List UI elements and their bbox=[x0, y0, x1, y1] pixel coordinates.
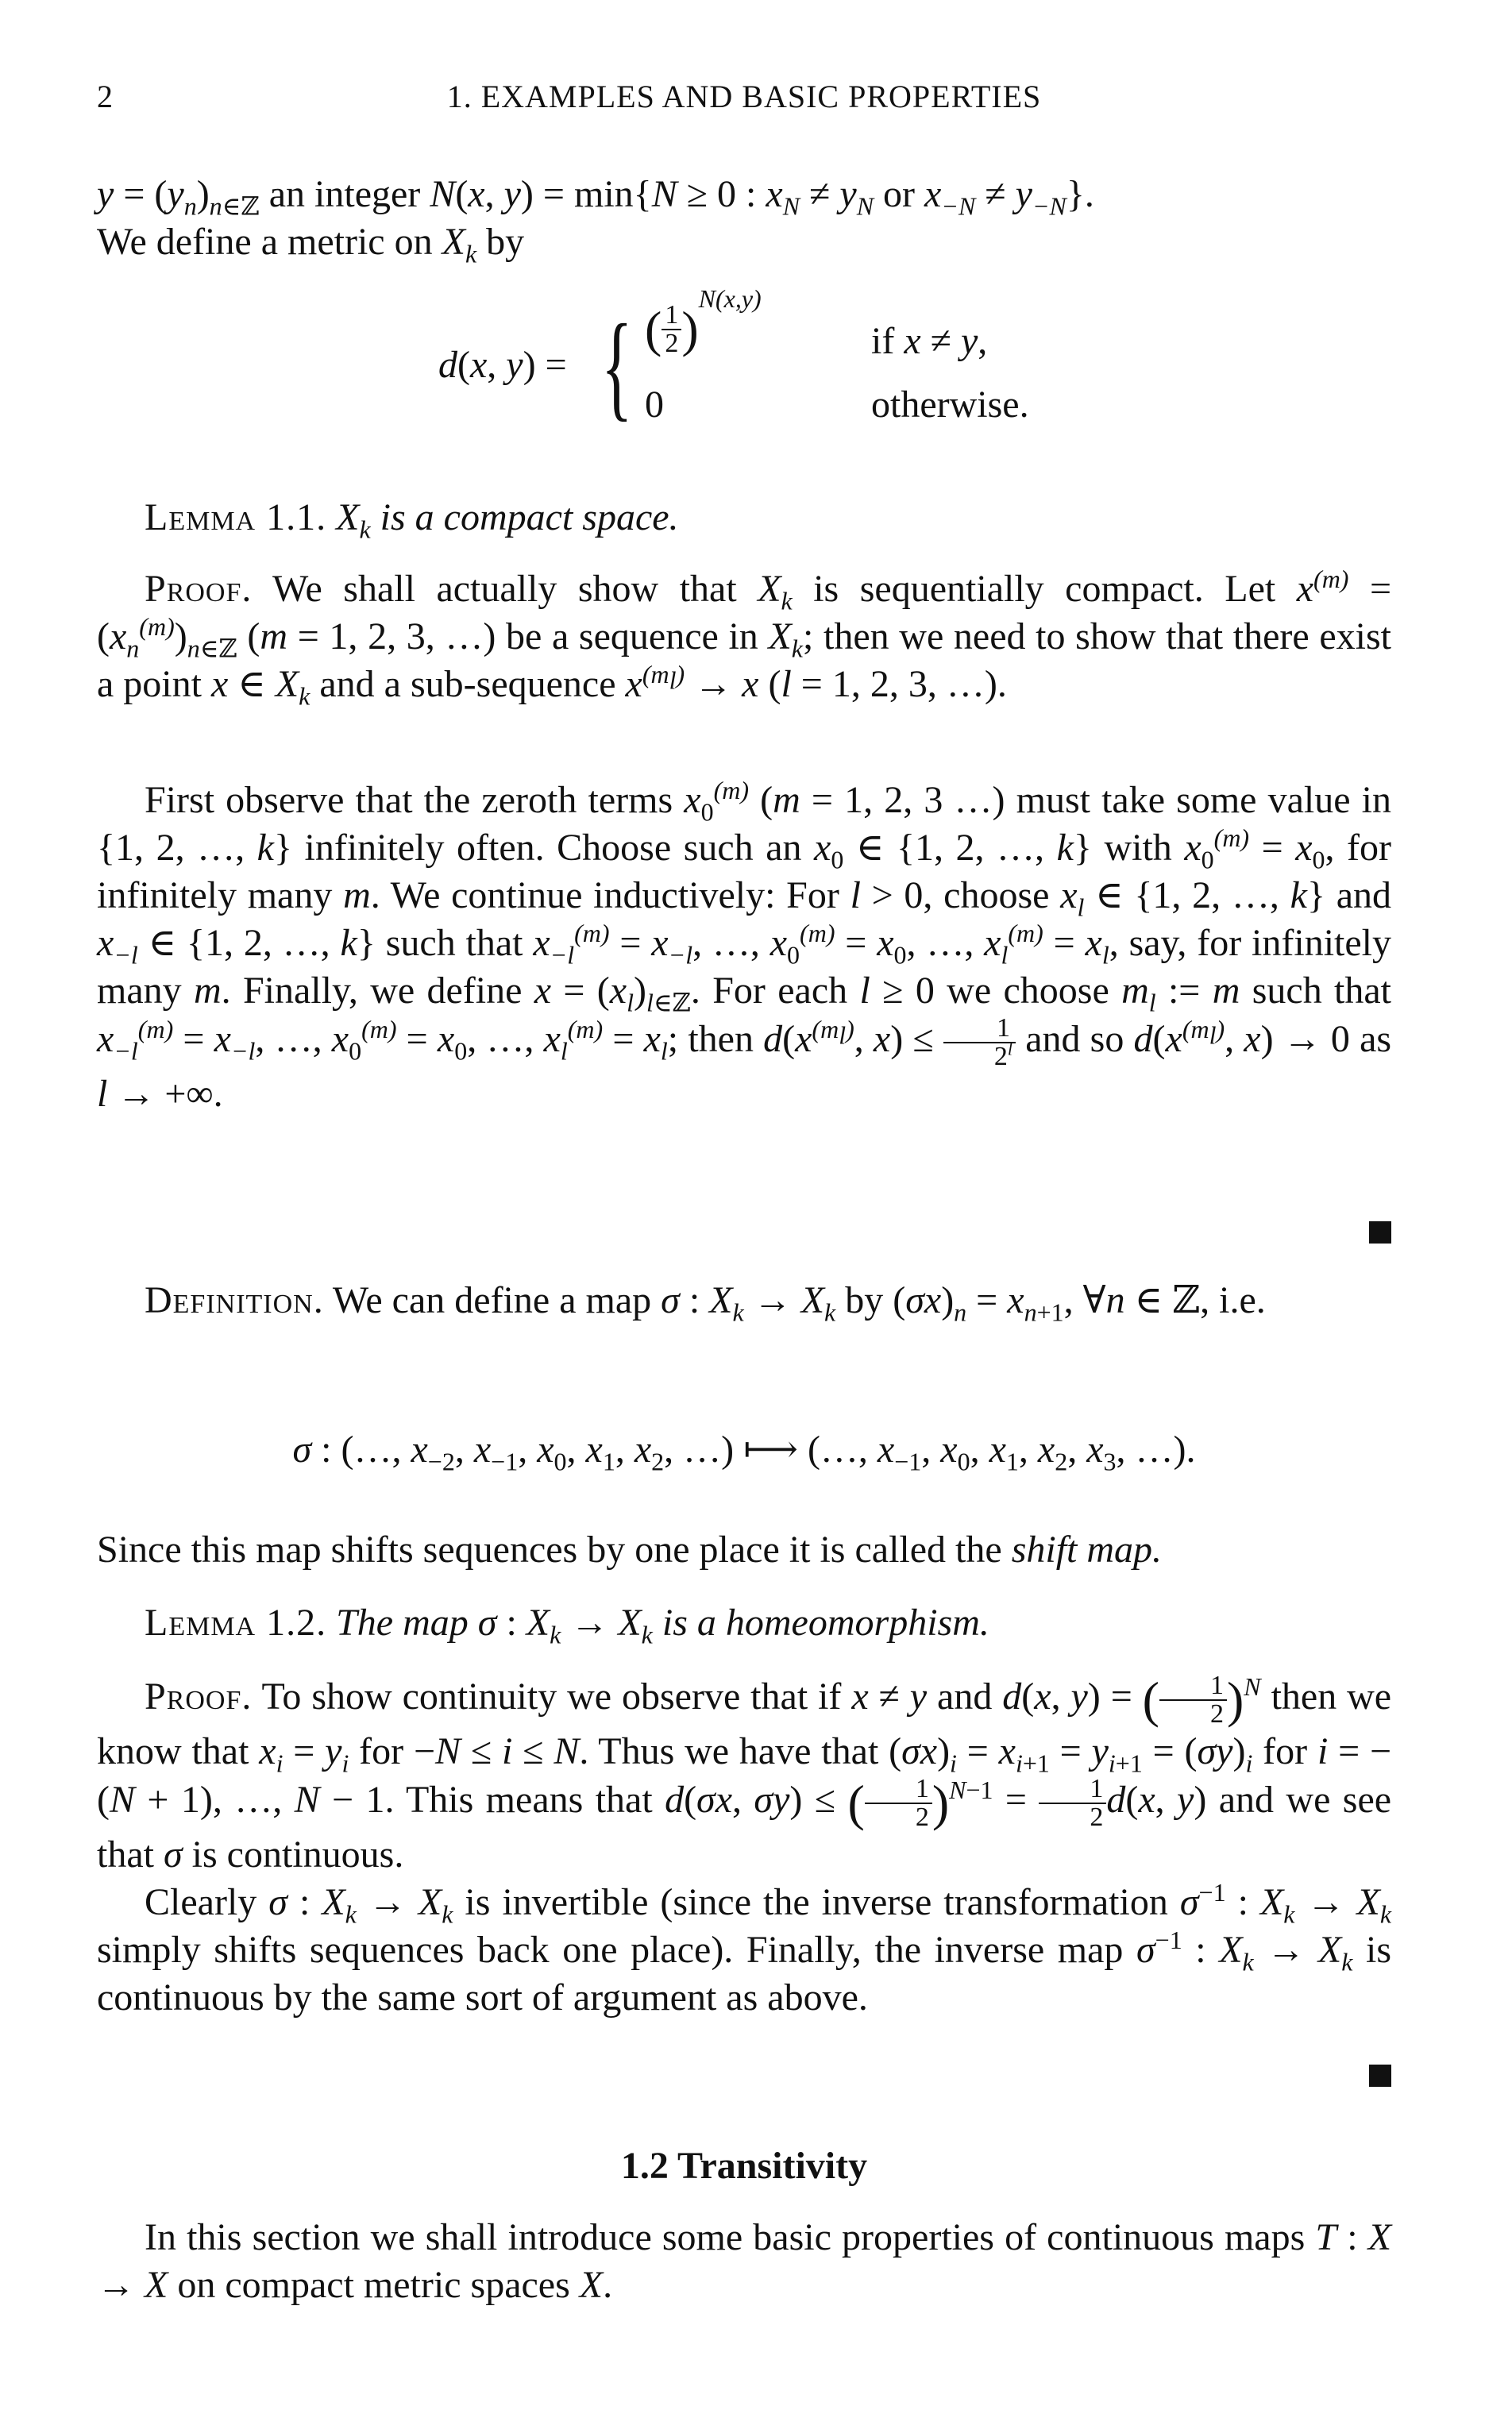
case-if: if bbox=[871, 320, 895, 362]
proof-text: must take some value in bbox=[1016, 779, 1392, 821]
metric-formula: d(x, y) = { ( $\frac{1}{2}$ )$^{N(x,y)}$ 0 if x ≠ y, otherwise. bbox=[438, 284, 1029, 432]
lemma-label: Lemma 1.1. bbox=[145, 496, 327, 538]
intro-paragraph: $y = (y_n)_{n\in ℤ}$ an integer N(x, y) = min{N ≥ 0 : $x_N \ne y_N$ or $x_{-N} \ne y_{-N}$}. We define a metric on $X_k$ by bbox=[97, 173, 1094, 268]
case-otherwise: otherwise. bbox=[871, 384, 1029, 426]
lemma-statement: is a compact space. bbox=[380, 496, 679, 538]
proof-1-paragraph-2: First observe that the zeroth terms $x_0^{(m)}$ (m = 1, 2, 3 …) must take some value in {1, 2, …, k} infinitely often. Choose such an $x_0$ ∈ {1, 2, …, k} with $x_0^{(m)} = x_0$, for infinitely many m. We continue inductively: For l > 0, choose $x_l$ ∈ {1, 2, …, k} and $x_{-l}$ ∈ {1, 2, …, k} such that $x_{-l}^{(m)} = x_{-l}$, …, $x_0^{(m)} = x_0$, …, $x_l^{(m)} = x_l$, say, for infinitely many m. Finally, we define $x = (x_l)_{l\in ℤ}$. For each l ≥ 0 we choose $m_l$ := m such that $x_{-l}^{(m)} = x_{-l}$, …, $x_0^{(m)} = x_0$, …, $x_l^{(m)} = x_l$; then $d(x^{(m_l)}$, x) ≤ $\frac{1}{2^l}$ and so $d(x^{(m_l)}$, x) → 0 as l → +∞. bbox=[97, 776, 1392, 1115]
proof-text: such that bbox=[1252, 970, 1391, 1012]
proof-text: and so bbox=[1025, 1018, 1124, 1061]
definition-text: i.e. bbox=[1219, 1279, 1266, 1321]
definition-text: by bbox=[845, 1279, 884, 1321]
proof-text: is continuous by the same sort of argument as above. bbox=[97, 1929, 1392, 2019]
proof-text: We shall actually show that bbox=[272, 568, 737, 610]
proof-text: This means that bbox=[405, 1779, 653, 1822]
proof-text: we choose bbox=[947, 970, 1109, 1012]
proof-text: with bbox=[1104, 827, 1172, 869]
lemma-label: Lemma 1.2. bbox=[145, 1602, 327, 1644]
proof-text: as bbox=[1360, 1018, 1392, 1061]
definition-label: Definition. bbox=[145, 1279, 324, 1321]
proof-label: Proof. bbox=[145, 1675, 253, 1718]
section-title: 1.2 Transitivity bbox=[620, 2145, 868, 2187]
running-title: 1. EXAMPLES AND BASIC PROPERTIES bbox=[446, 79, 1042, 114]
proof-text: and a sub-sequence bbox=[319, 663, 616, 705]
proof-text: is invertible (since the inverse transformation bbox=[465, 1881, 1168, 1923]
shift-text: Since this map shifts sequences by one place it is called the bbox=[97, 1529, 1002, 1571]
qed-square bbox=[1369, 1221, 1391, 1244]
proof-text: for bbox=[359, 1730, 404, 1772]
proof-text: for infinitely many bbox=[97, 827, 1392, 916]
section-intro: In this section we shall introduce some basic properties of continuous maps T : X → X on compact metric spaces X. bbox=[97, 2216, 1392, 2306]
proof-text: and we see that bbox=[97, 1779, 1392, 1876]
proof-text: Clearly bbox=[145, 1881, 257, 1923]
proof-text: We continue inductively: For bbox=[390, 874, 839, 916]
intro-by: by bbox=[486, 221, 525, 263]
proof-text: say, for infinitely many bbox=[97, 922, 1392, 1012]
page-number: 2 bbox=[97, 79, 113, 114]
running-header bbox=[97, 73, 1391, 121]
proof-text: Thus we have that bbox=[598, 1730, 879, 1772]
proof-text: To show continuity we observe that if bbox=[261, 1675, 842, 1718]
lemma-text: The map bbox=[336, 1602, 469, 1644]
proof-text: then we need to show that there exist a point bbox=[97, 615, 1392, 705]
section-text: In this section we shall introduce some basic properties of continuous maps bbox=[145, 2216, 1306, 2258]
proof-2: Proof. To show continuity we observe that if x ≠ y and d(x, y) = ( $\frac{1}{2}$ )$^N$ then we know that $x_i = y_i$ for −N ≤ i ≤ N. Thus we have that $(\sigma x)_i = x_{i+1} = y_{i+1} = (\sigma y)_i$ for i = −(N + 1), …, N − 1. This means that d(σx, σy) ≤ ( $\frac{1}{2}$ )$^{N-1}$ = $\frac{1}{2}$ d(x, y) and we see that σ is continuous. Clearly σ : $X_k \to X_k$ is invertible (since the inverse transformation $\sigma^{-1}$ : $X_k \to X_k$ simply shifts sequences back one place). Finally, the inverse map $\sigma^{-1}$ : $X_k \to X_k$ is continuous by the same sort of argument as above. bbox=[97, 1671, 1392, 2019]
proof-label: Proof. bbox=[145, 568, 253, 610]
definition-shift: Definition. We can define a map σ : $X_k \to X_k$ by $(\sigma x)_n = x_{n+1}$, ∀n ∈ ℤ, i.e. bbox=[145, 1279, 1266, 1327]
proof-text: simply shifts sequences back one place). Finally, the inverse map bbox=[97, 1929, 1124, 1971]
shift-map-sentence bbox=[97, 1526, 1391, 1574]
proof-text: choose bbox=[943, 874, 1050, 916]
lemma-1-2: Lemma 1.2. The map σ : $X_k \to X_k$ is a homeomorphism. bbox=[145, 1602, 989, 1649]
proof-text: for bbox=[1263, 1730, 1308, 1772]
proof-text: be a sequence in bbox=[506, 615, 758, 657]
proof-text: and bbox=[937, 1675, 993, 1718]
lemma-text: is a homeomorphism. bbox=[662, 1602, 989, 1644]
shift-term: shift map. bbox=[1011, 1529, 1163, 1571]
section-text: on compact metric spaces bbox=[177, 2264, 570, 2306]
definition-text: We can define a map bbox=[332, 1279, 652, 1321]
shift-map-formula: σ : (…, $x_{-2}$, $x_{-1}$, $x_0$, $x_1$, $x_2$, …) ⟼ (…, $x_{-1}$, $x_0$, $x_1$, $x_2$, $x_3$, …). bbox=[292, 1429, 1196, 1476]
proof-text: and bbox=[1336, 874, 1392, 916]
page bbox=[97, 0, 1391, 2410]
proof-1: Proof. We shall actually show that $X_k$ is sequentially compact. Let $x^{(m)} = (x_n^{(m)})_{n\in ℤ}$ (m = 1, 2, 3, …) be a sequence in $X_k$; then we need to show that there exist a point x ∈ $X_k$ and a sub-sequence $x^{(m_l)} \to x$ (l = 1, 2, 3, …). bbox=[97, 565, 1392, 711]
proof-text: Finally, we define bbox=[242, 970, 523, 1012]
proof-text: then bbox=[688, 1018, 754, 1061]
proof-text: then we know that bbox=[97, 1675, 1392, 1772]
proof-text: is continuous. bbox=[191, 1834, 404, 1876]
intro-text-2: We define a metric on bbox=[97, 221, 433, 263]
qed-square bbox=[1369, 2065, 1391, 2087]
proof-text: infinitely often. Choose such an bbox=[304, 827, 802, 869]
proof-text: is sequentially compact. Let bbox=[813, 568, 1276, 610]
lemma-1-1: Lemma 1.1. $X_k$ is a compact space. bbox=[145, 496, 679, 544]
proof-text: First observe that the zeroth terms bbox=[145, 779, 673, 821]
intro-text: an integer bbox=[268, 173, 421, 215]
proof-text: For each bbox=[712, 970, 848, 1012]
proof-text: such that bbox=[385, 922, 523, 964]
